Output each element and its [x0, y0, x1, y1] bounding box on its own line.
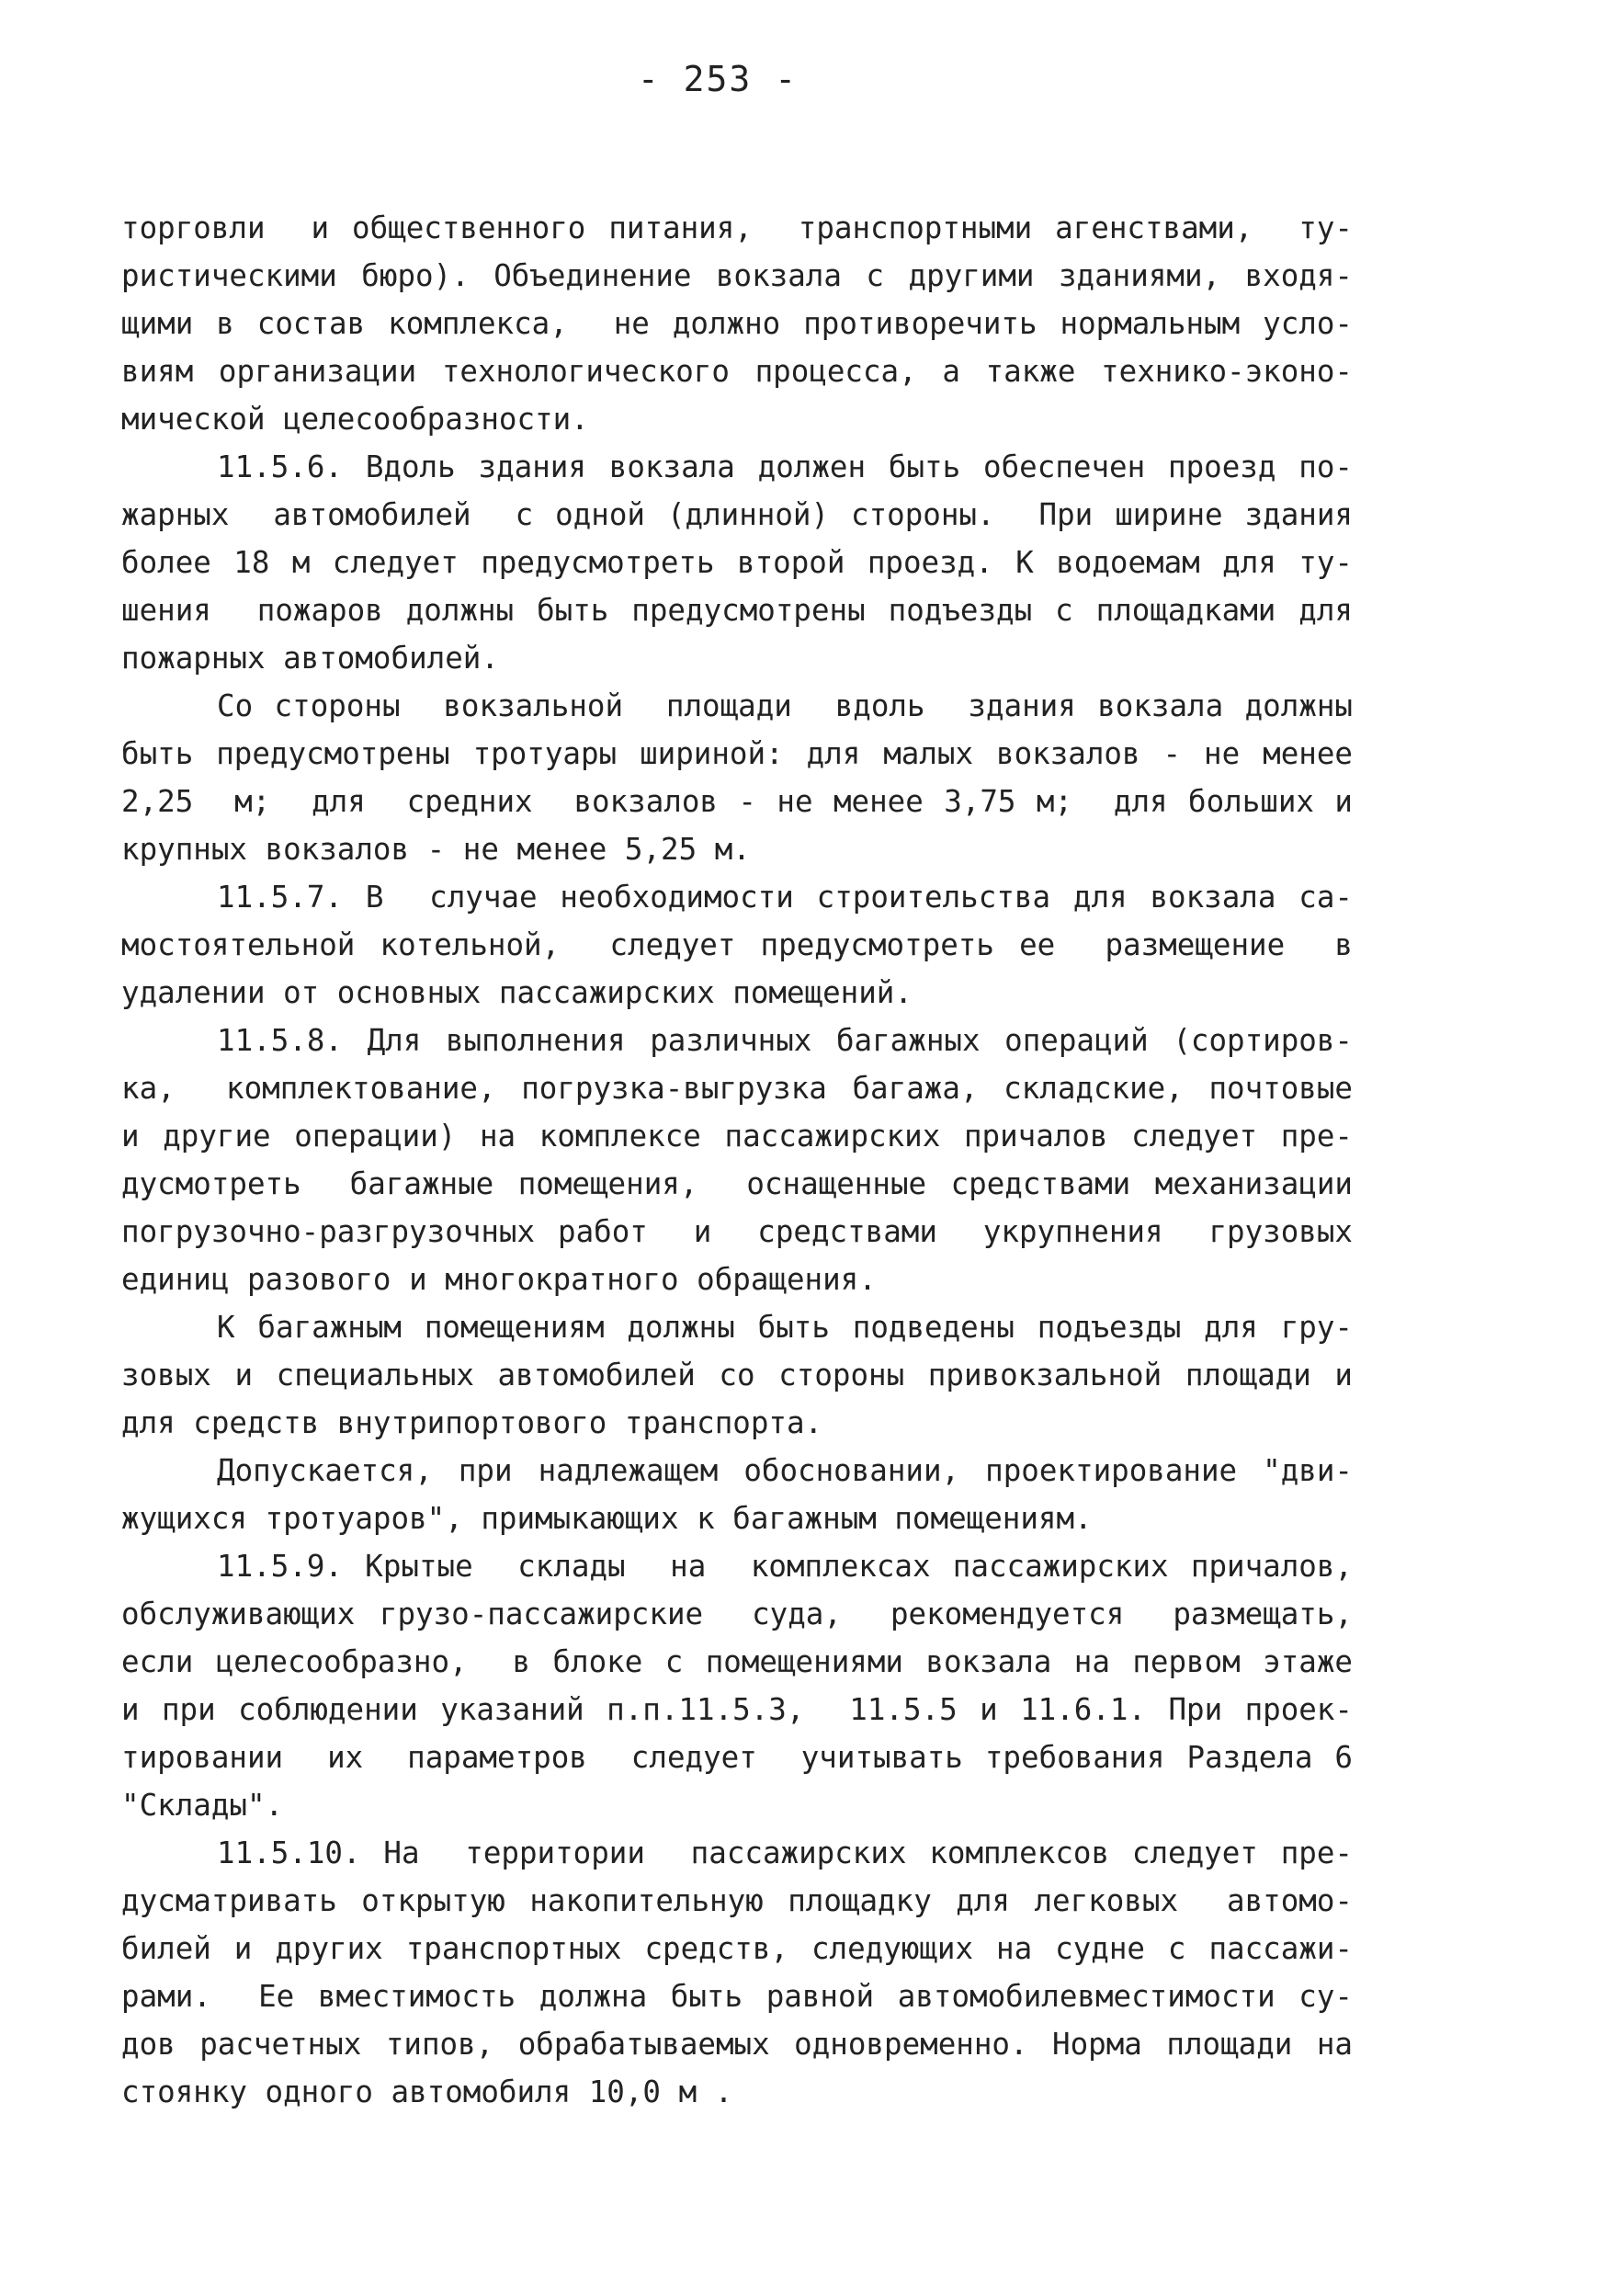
text-line: мической целесообразности.: [121, 402, 589, 437]
body-text: [121, 204, 1353, 2116]
text-line: единиц разового и многократного обращения.: [121, 1262, 877, 1297]
text-line: 11.5.9. Крытые склады на комплексах пассажирских причалов,: [217, 1549, 1353, 1584]
text-line: жущихся тротуаров", примыкающих к багажным помещениям.: [121, 1501, 1093, 1536]
text-line: рами. Ее вместимость должна быть равной автомобилевместимости су-: [121, 1979, 1353, 2014]
text-line: ка, комплектование, погрузка-выгрузка багажа, складские, почтовые: [121, 1071, 1353, 1106]
text-line: удалении от основных пассажирских помещений.: [121, 975, 913, 1010]
text-line: дов расчетных типов, обрабатываемых одновременно. Норма площади на: [121, 2027, 1353, 2062]
text-line: для средств внутрипортового транспорта.: [121, 1405, 823, 1440]
paragraph-11-5-7: [121, 873, 1353, 1017]
text-line: стоянку одного автомобиля 10,0 м .: [121, 2074, 733, 2109]
paragraph-moving-walkways: [121, 1447, 1353, 1542]
paragraph-11-5-9: [121, 1542, 1353, 1829]
page-number: - 253 -: [637, 59, 799, 99]
text-line: билей и других транспортных средств, следующих на судне с пассажи-: [121, 1931, 1353, 1966]
text-line: 11.5.7. В случае необходимости строительства для вокзала са-: [217, 880, 1353, 915]
text-line: быть предусмотрены тротуары шириной: для малых вокзалов - не менее: [121, 736, 1353, 771]
paragraph-11-5-6: [121, 443, 1353, 682]
paragraph-baggage-access: [121, 1303, 1353, 1447]
paragraph-sidewalks: [121, 682, 1353, 873]
text-line: 2,25 м; для средних вокзалов - не менее 3,75 м; для больших и: [121, 784, 1353, 819]
text-line: крупных вокзалов - не менее 5,25 м.: [121, 832, 751, 867]
text-line: если целесообразно, в блоке с помещениями вокзала на первом этаже: [121, 1644, 1353, 1679]
text-line: "Склады".: [121, 1788, 284, 1823]
text-line: виям организации технологического процесса, а также технико-эконо-: [121, 354, 1353, 389]
text-line: шения пожаров должны быть предусмотрены подъезды с площадками для: [121, 593, 1353, 628]
text-line: тировании их параметров следует учитывать требования Раздела 6: [121, 1740, 1353, 1775]
text-line: щими в состав комплекса, не должно противоречить нормальным усло-: [121, 306, 1353, 341]
text-line: пожарных автомобилей.: [121, 641, 499, 676]
paragraph-11-5-10: [121, 1829, 1353, 2116]
text-line: 11.5.8. Для выполнения различных багажных операций (сортиров-: [217, 1023, 1353, 1058]
text-line: ристическими бюро). Объединение вокзала с другими зданиями, входя-: [121, 258, 1353, 293]
text-line: жарных автомобилей с одной (длинной) стороны. При ширине здания: [121, 497, 1353, 532]
text-line: и другие операции) на комплексе пассажирских причалов следует пре-: [121, 1119, 1353, 1154]
text-line: дусмотреть багажные помещения, оснащенные средствами механизации: [121, 1166, 1353, 1201]
text-line: дусматривать открытую накопительную площадку для легковых автомо-: [121, 1883, 1353, 1918]
text-line: 11.5.10. На территории пассажирских комплексов следует пре-: [217, 1836, 1353, 1870]
text-line: и при соблюдении указаний п.п.11.5.3, 11.5.5 и 11.6.1. При проек-: [121, 1692, 1353, 1727]
text-line: Допускается, при надлежащем обосновании, проектирование "дви-: [217, 1453, 1353, 1488]
text-line: погрузочно-разгрузочных работ и средствами укрупнения грузовых: [121, 1214, 1353, 1249]
text-line: зовых и специальных автомобилей со стороны привокзальной площади и: [121, 1358, 1353, 1392]
paragraph-11-5-8: [121, 1017, 1353, 1303]
paragraph-continuation: [121, 204, 1353, 443]
text-line: Со стороны вокзальной площади вдоль здания вокзала должны: [217, 688, 1353, 723]
text-line: более 18 м следует предусмотреть второй проезд. К водоемам для ту-: [121, 545, 1353, 580]
text-line: 11.5.6. Вдоль здания вокзала должен быть обеспечен проезд по-: [217, 449, 1353, 484]
text-line: торговли и общественного питания, транспортными агенствами, ту-: [121, 210, 1353, 245]
text-line: К багажным помещениям должны быть подведены подъезды для гру-: [217, 1310, 1353, 1345]
text-line: мостоятельной котельной, следует предусмотреть ее размещение в: [121, 927, 1353, 962]
text-line: обслуживающих грузо-пассажирские суда, рекомендуется размещать,: [121, 1597, 1353, 1631]
